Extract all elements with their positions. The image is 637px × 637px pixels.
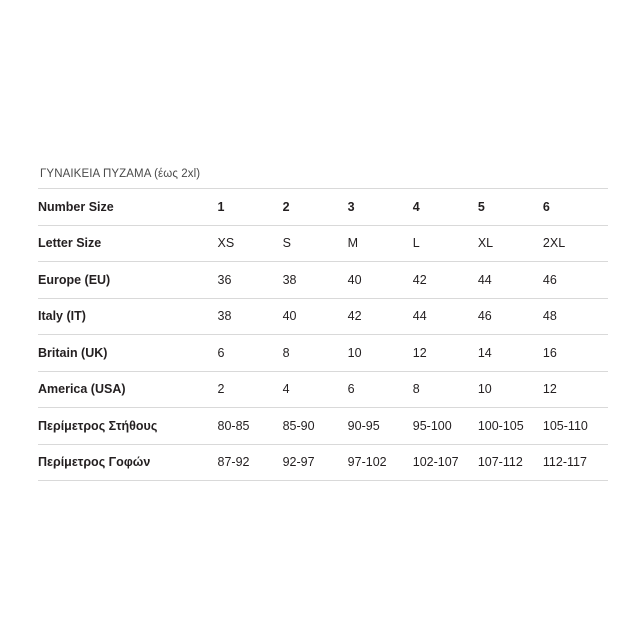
row-label: Number Size bbox=[38, 189, 218, 226]
table-cell: S bbox=[283, 225, 348, 262]
size-chart-container bbox=[38, 168, 608, 481]
table-cell: 40 bbox=[283, 298, 348, 335]
table-cell: 8 bbox=[283, 335, 348, 372]
table-cell: 10 bbox=[478, 371, 543, 408]
table-cell: 44 bbox=[478, 262, 543, 299]
table-cell: 4 bbox=[413, 189, 478, 226]
table-cell: 6 bbox=[543, 189, 608, 226]
table-cell: 44 bbox=[413, 298, 478, 335]
table-cell: 40 bbox=[348, 262, 413, 299]
table-cell: 36 bbox=[218, 262, 283, 299]
table-cell: 2 bbox=[218, 371, 283, 408]
table-cell: 14 bbox=[478, 335, 543, 372]
table-cell: 48 bbox=[543, 298, 608, 335]
table-cell: 12 bbox=[543, 371, 608, 408]
table-row bbox=[38, 408, 608, 445]
table-cell: 10 bbox=[348, 335, 413, 372]
table-cell: 8 bbox=[413, 371, 478, 408]
table-cell: 3 bbox=[348, 189, 413, 226]
row-label: Letter Size bbox=[38, 225, 218, 262]
table-cell: 42 bbox=[348, 298, 413, 335]
table-cell: 107-112 bbox=[478, 444, 543, 481]
table-cell: 5 bbox=[478, 189, 543, 226]
table-cell: 87-92 bbox=[218, 444, 283, 481]
table-cell: 1 bbox=[218, 189, 283, 226]
table-cell: 12 bbox=[413, 335, 478, 372]
table-cell: 2XL bbox=[543, 225, 608, 262]
table-cell: XL bbox=[478, 225, 543, 262]
table-cell: 102-107 bbox=[413, 444, 478, 481]
table-cell: 46 bbox=[478, 298, 543, 335]
table-row bbox=[38, 298, 608, 335]
table-cell: 105-110 bbox=[543, 408, 608, 445]
table-cell: 46 bbox=[543, 262, 608, 299]
row-label: Περίμετρος Γοφών bbox=[38, 444, 218, 481]
row-label: Italy (IT) bbox=[38, 298, 218, 335]
table-cell: 16 bbox=[543, 335, 608, 372]
row-label: Britain (UK) bbox=[38, 335, 218, 372]
table-cell: 80-85 bbox=[218, 408, 283, 445]
table-cell: 2 bbox=[283, 189, 348, 226]
size-table-body bbox=[38, 189, 608, 481]
size-table bbox=[38, 188, 608, 481]
table-cell: 95-100 bbox=[413, 408, 478, 445]
table-cell: 112-117 bbox=[543, 444, 608, 481]
table-cell: 6 bbox=[218, 335, 283, 372]
table-cell: 6 bbox=[348, 371, 413, 408]
table-cell: 85-90 bbox=[283, 408, 348, 445]
table-cell: 38 bbox=[283, 262, 348, 299]
table-cell: M bbox=[348, 225, 413, 262]
table-cell: 92-97 bbox=[283, 444, 348, 481]
table-cell: 38 bbox=[218, 298, 283, 335]
table-row bbox=[38, 225, 608, 262]
row-label: Περίμετρος Στήθους bbox=[38, 408, 218, 445]
table-row bbox=[38, 262, 608, 299]
table-row bbox=[38, 444, 608, 481]
table-row bbox=[38, 189, 608, 226]
table-row bbox=[38, 371, 608, 408]
table-cell: 42 bbox=[413, 262, 478, 299]
table-cell: 4 bbox=[283, 371, 348, 408]
table-row bbox=[38, 335, 608, 372]
table-cell: 100-105 bbox=[478, 408, 543, 445]
table-cell: 97-102 bbox=[348, 444, 413, 481]
table-cell: 90-95 bbox=[348, 408, 413, 445]
row-label: Europe (EU) bbox=[38, 262, 218, 299]
row-label: America (USA) bbox=[38, 371, 218, 408]
table-cell: L bbox=[413, 225, 478, 262]
table-cell: XS bbox=[218, 225, 283, 262]
chart-caption: ΓΥΝΑΙΚΕΙΑ ΠΥΖΑΜΑ (έως 2xl) bbox=[40, 168, 201, 180]
